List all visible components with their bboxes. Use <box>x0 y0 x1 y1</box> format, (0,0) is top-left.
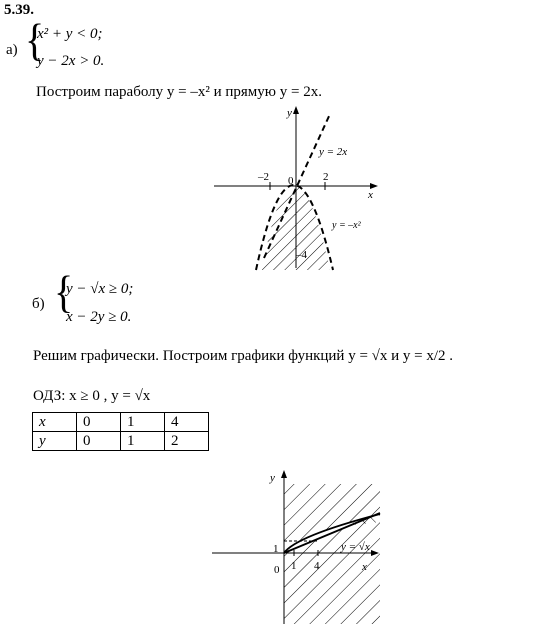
graph-a-tick-neg4: –4 <box>296 249 307 261</box>
graph-a-x-label: x <box>368 189 373 201</box>
table-cell: 2 <box>165 432 209 451</box>
curve-label: y = √x <box>341 541 370 553</box>
table-cell: 4 <box>165 413 209 432</box>
table-cell: 0 <box>77 432 121 451</box>
part-b-text: Решим графически. Построим графики функций y = √x и y = x/2 . <box>33 348 454 364</box>
graph-b-tick-x4: 4 <box>314 560 320 572</box>
system-brace-b: { <box>54 265 74 318</box>
graph-b-y-label: y <box>270 472 275 484</box>
system-brace-a: { <box>25 13 45 66</box>
table-row <box>33 432 209 451</box>
parabola-label: y = –x² <box>332 220 361 231</box>
table-row <box>33 413 209 432</box>
part-a-text: Построим параболу y = –x² и прямую y = 2x. <box>36 84 322 100</box>
part-a-label: а) <box>6 42 18 58</box>
graph-b-x-label: x <box>362 561 367 573</box>
line-label: y = 2x <box>319 146 348 158</box>
part-a-inequality-2: y − 2x > 0. <box>37 53 105 69</box>
graph-a <box>200 100 390 275</box>
graph-b-tick-y1: 1 <box>273 543 279 555</box>
table-cell: y <box>33 432 77 451</box>
part-a-inequality-1: x² + y < 0; <box>37 26 103 42</box>
graph-b <box>205 460 395 630</box>
odz-text: ОДЗ: x ≥ 0 , y = √x <box>33 388 151 404</box>
value-table <box>32 412 209 451</box>
part-b-inequality-1: y − √x ≥ 0; <box>66 281 134 297</box>
part-b-label: б) <box>32 296 45 312</box>
table-cell: 0 <box>77 413 121 432</box>
graph-a-tick-2: 2 <box>323 171 329 183</box>
table-cell: x <box>33 413 77 432</box>
table-cell: 1 <box>121 413 165 432</box>
graph-a-y-label: y <box>287 107 292 119</box>
problem-number: 5.39. <box>4 2 34 18</box>
graph-b-tick-x1: 1 <box>291 560 297 572</box>
part-b-inequality-2: x − 2y ≥ 0. <box>66 309 132 325</box>
graph-b-origin: 0 <box>274 564 280 576</box>
table-cell: 1 <box>121 432 165 451</box>
graph-a-origin: 0 <box>288 175 294 187</box>
graph-a-tick-neg2: –2 <box>258 171 269 183</box>
